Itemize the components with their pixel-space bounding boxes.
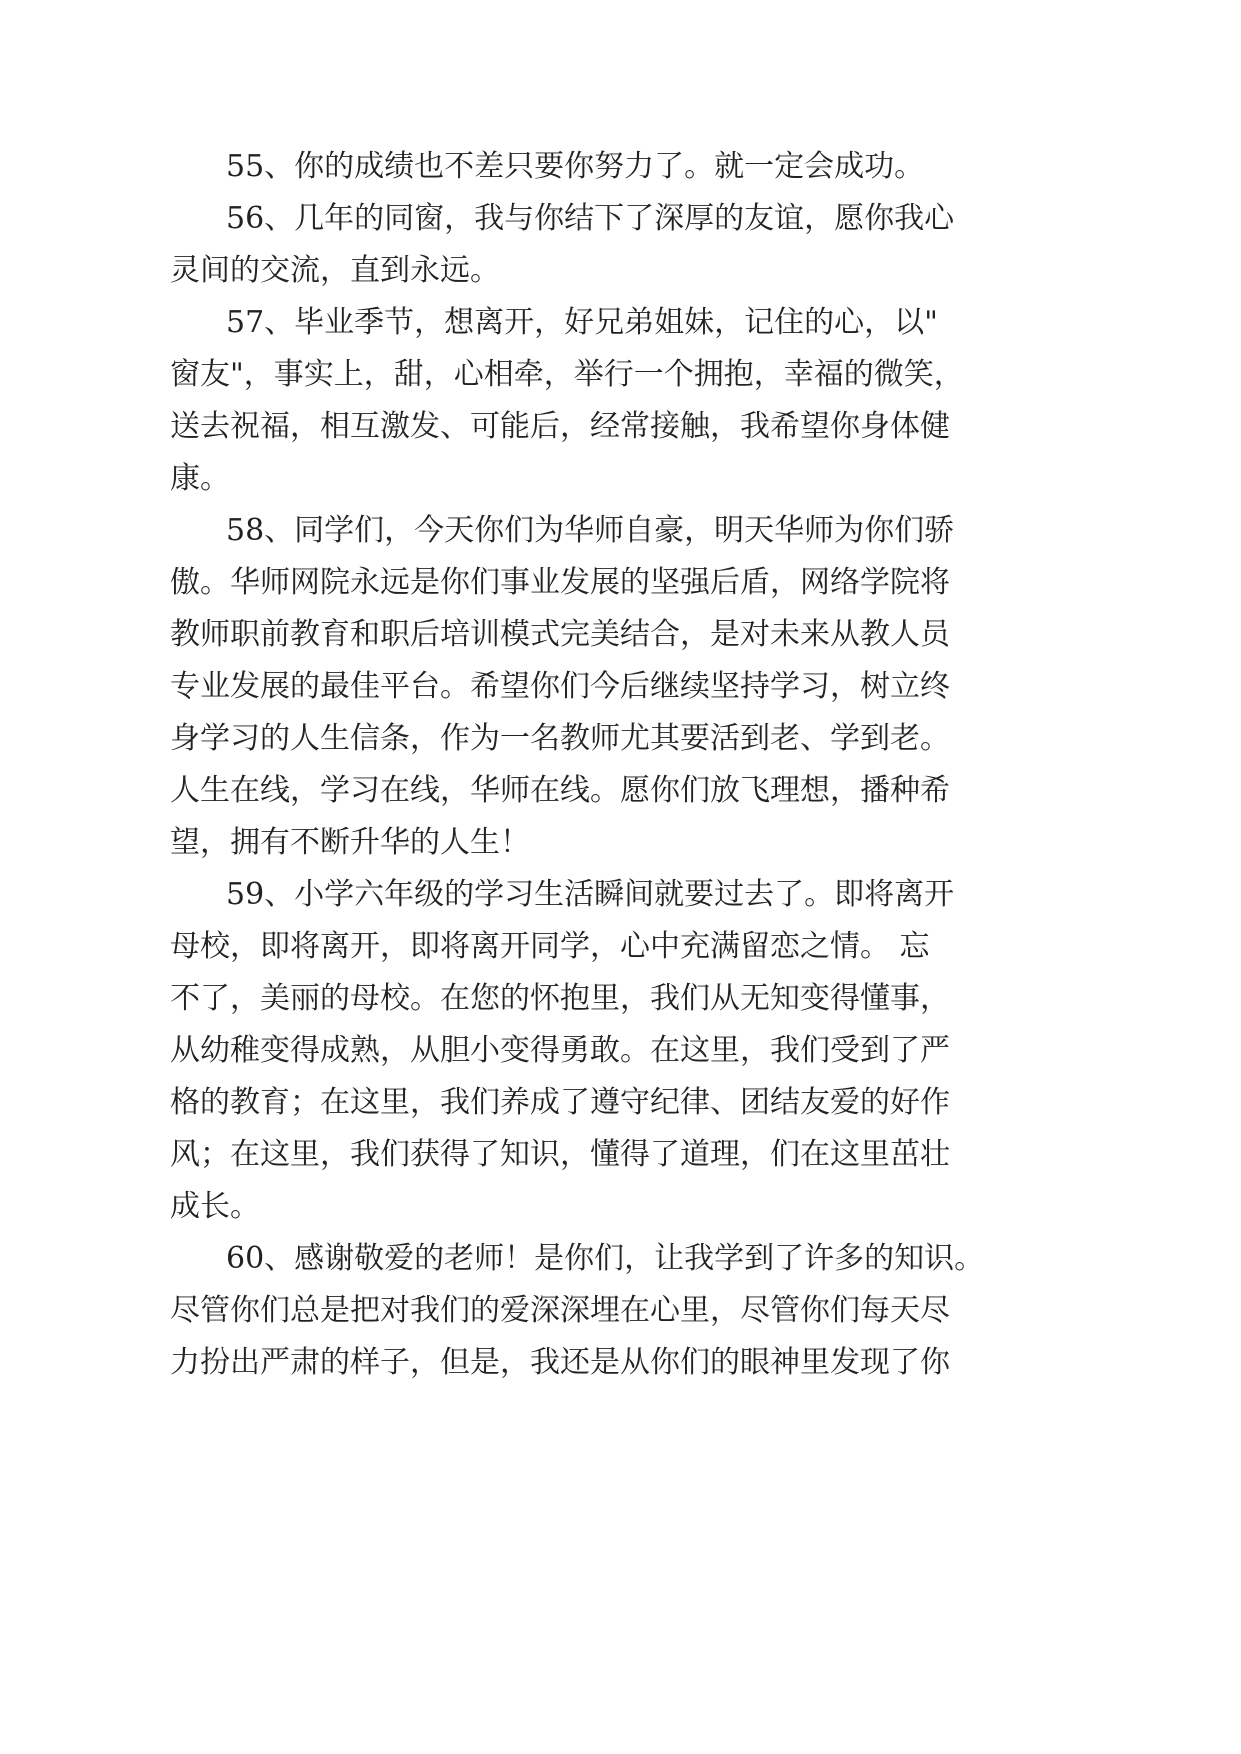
text-line: 56、几年的同窗，我与你结下了深厚的友谊，愿你我心 — [226, 201, 955, 236]
text-line: 尽管你们总是把对我们的爱深深埋在心里，尽管你们每天尽 — [170, 1293, 950, 1328]
text-line: 成长。 — [170, 1189, 260, 1224]
text-line: 从幼稚变得成熟，从胆小变得勇敢。在这里，我们受到了严 — [170, 1033, 950, 1068]
text-line: 身学习的人生信条，作为一名教师尤其要活到老、学到老。 — [170, 721, 950, 756]
text-line: 人生在线，学习在线，华师在线。愿你们放飞理想，播种希 — [170, 773, 950, 808]
text-line: 窗友"，事实上，甜，心相牵，举行一个拥抱，幸福的微笑， — [170, 357, 964, 392]
text-line: 60、感谢敬爱的老师！是你们，让我学到了许多的知识。 — [226, 1241, 985, 1276]
text-line: 风；在这里，我们获得了知识，懂得了道理，们在这里茁壮 — [170, 1137, 950, 1172]
text-line: 不了，美丽的母校。在您的怀抱里，我们从无知变得懂事， — [170, 981, 950, 1016]
text-line: 59、小学六年级的学习生活瞬间就要过去了。即将离开 — [226, 877, 955, 912]
text-line: 教师职前教育和职后培训模式完美结合，是对未来从教人员 — [170, 617, 950, 652]
text-line: 灵间的交流，直到永远。 — [170, 253, 500, 288]
text-line: 专业发展的最佳平台。希望你们今后继续坚持学习，树立终 — [170, 669, 950, 704]
text-line: 力扮出严肃的样子，但是，我还是从你们的眼神里发现了你 — [170, 1345, 950, 1380]
text-line: 康。 — [170, 461, 230, 496]
text-line: 送去祝福，相互激发、可能后，经常接触，我希望你身体健 — [170, 409, 950, 444]
text-line: 格的教育；在这里，我们养成了遵守纪律、团结友爱的好作 — [170, 1085, 950, 1120]
text-line: 傲。华师网院永远是你们事业发展的坚强后盾，网络学院将 — [170, 565, 950, 600]
text-line: 55、你的成绩也不差只要你努力了。就一定会成功。 — [226, 149, 925, 184]
text-line: 58、同学们，今天你们为华师自豪，明天华师为你们骄 — [226, 513, 955, 548]
text-line: 57、毕业季节，想离开，好兄弟姐妹，记住的心，以" — [226, 305, 938, 340]
text-line: 母校，即将离开，即将离开同学，心中充满留恋之情。 忘 — [170, 929, 930, 964]
text-line: 望，拥有不断升华的人生！ — [170, 825, 530, 860]
